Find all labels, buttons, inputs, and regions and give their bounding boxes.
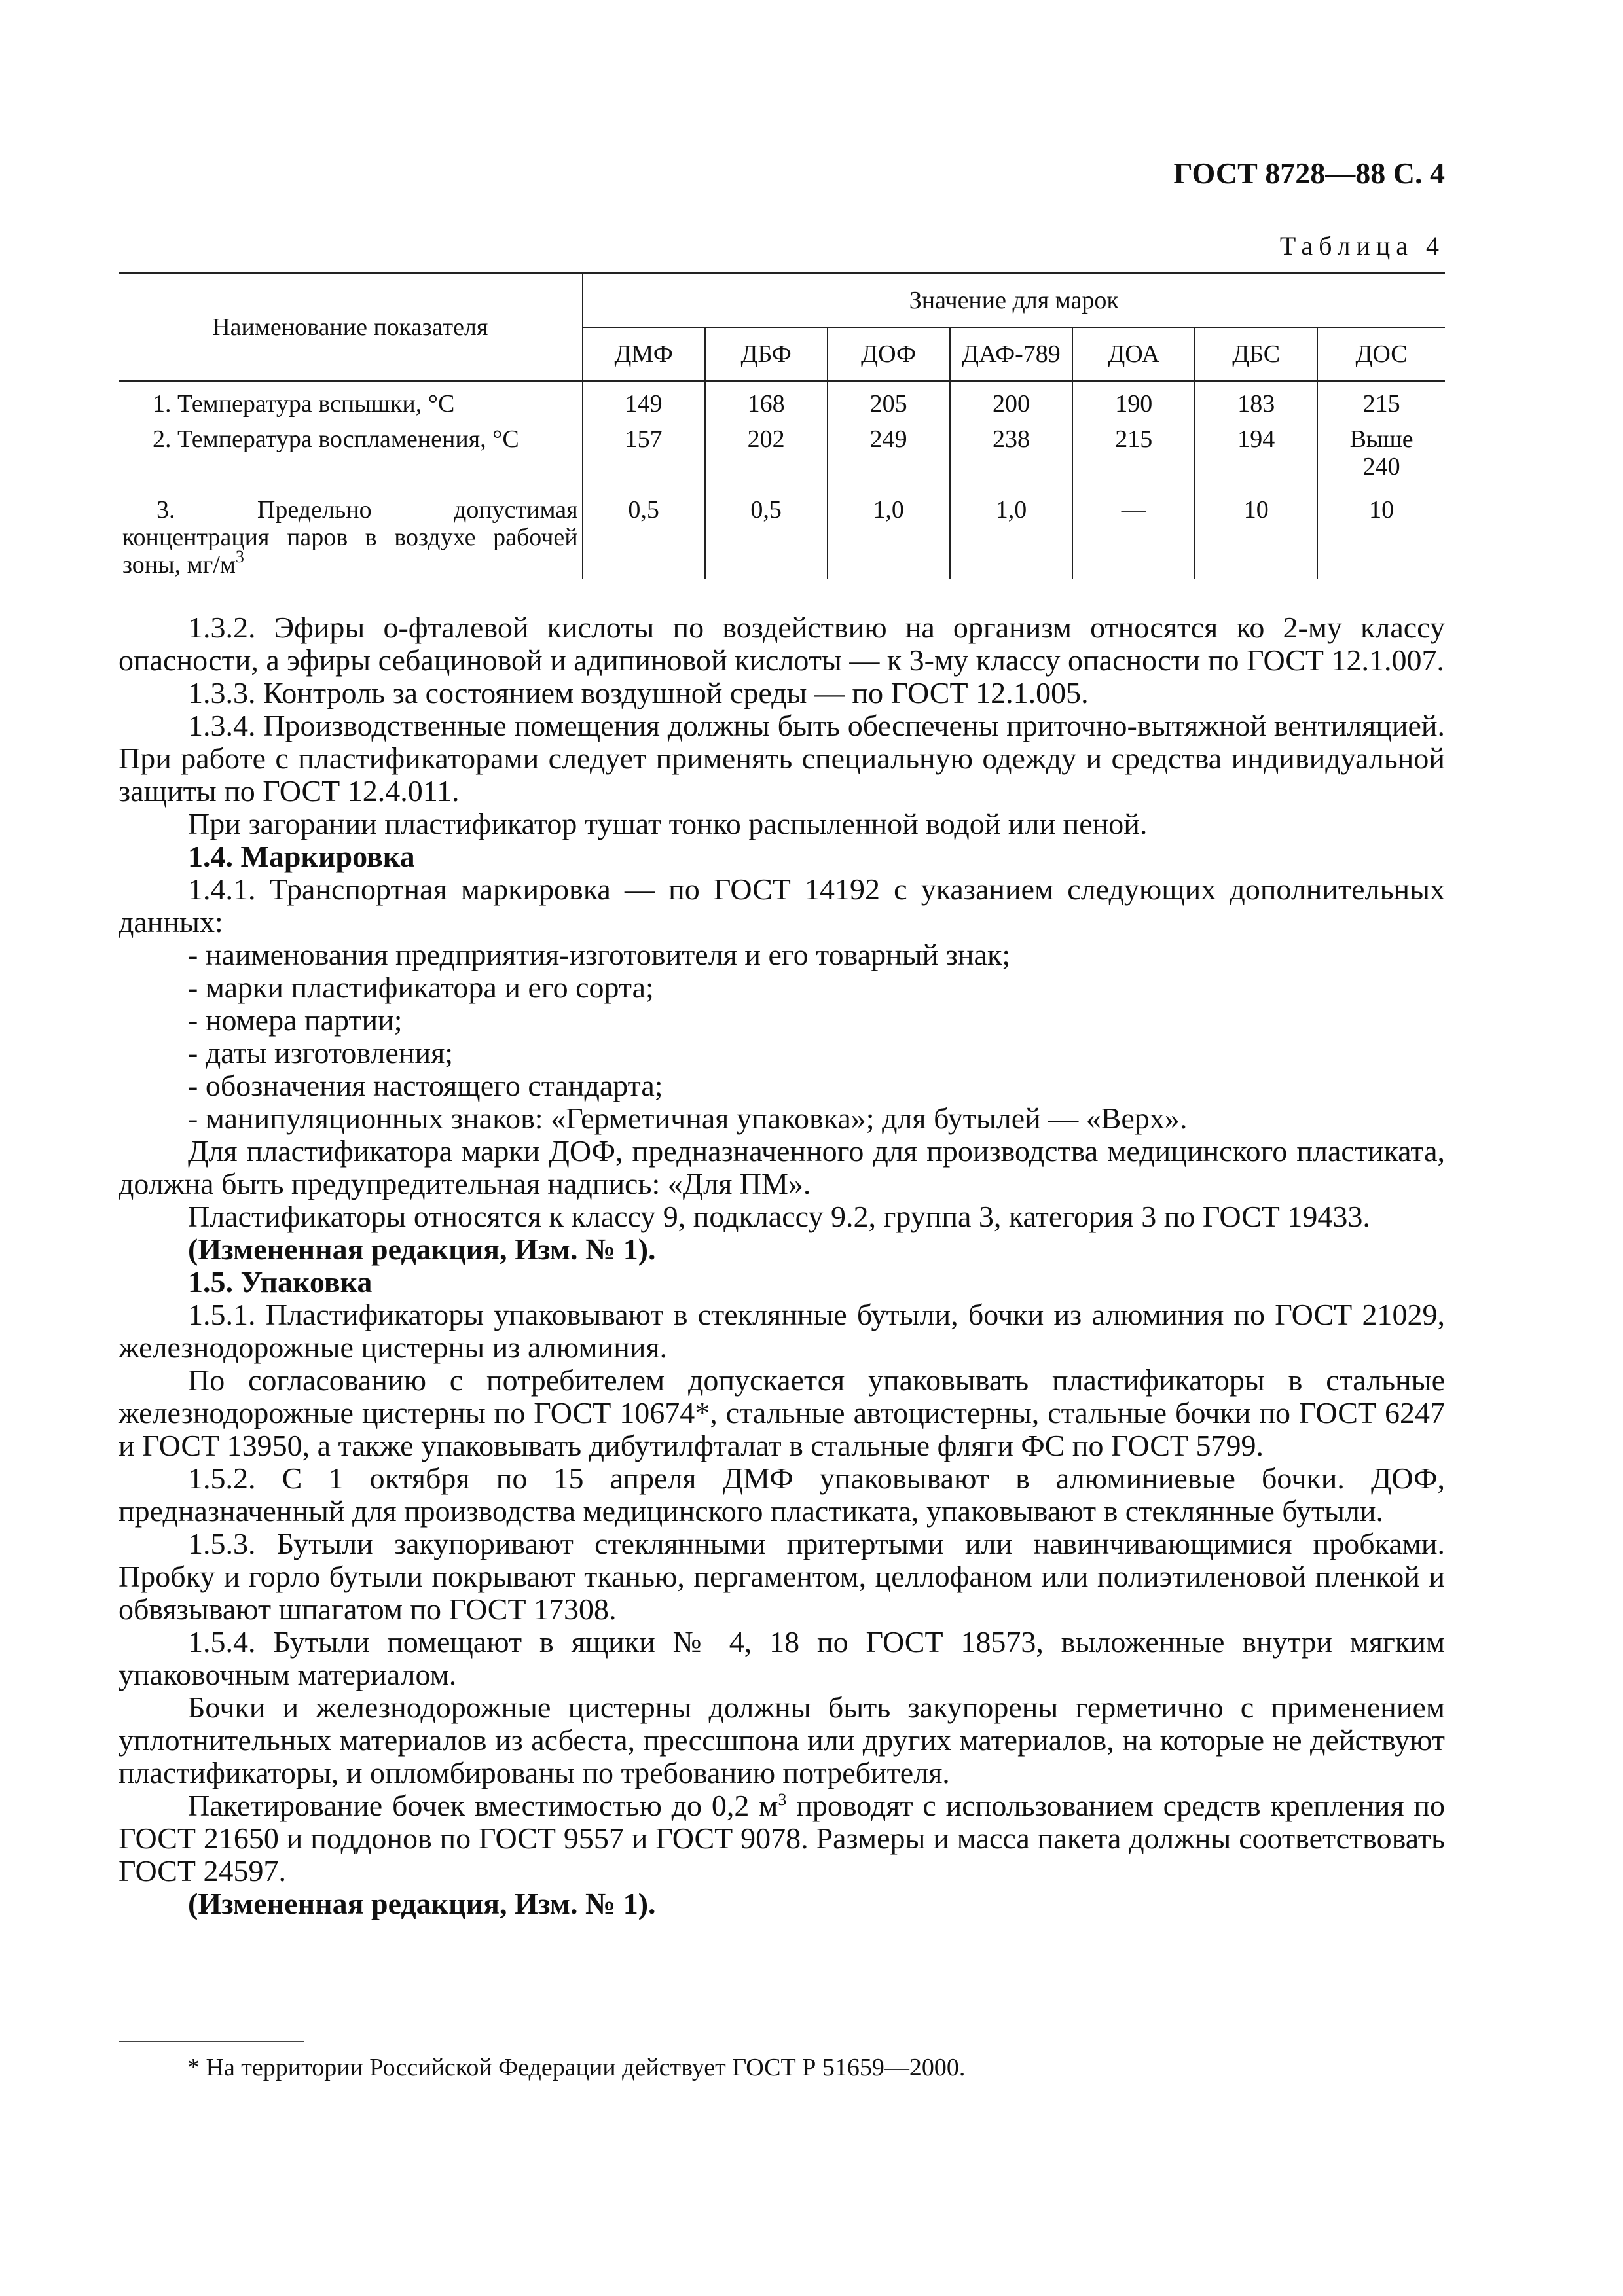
grade-header: ДОС: [1317, 327, 1445, 382]
unit-superscript: 3: [778, 1790, 787, 1809]
page-header: ГОСТ 8728—88 С. 4: [1173, 156, 1445, 190]
row-label: [119, 480, 583, 579]
table-cell: Выше 240: [1317, 418, 1445, 480]
paragraph-dof-warning: Для пластификатора марки ДОФ, предназначенного для производства медицинского пластиката, должна быть предупредительная надпись: «Для ПМ».: [119, 1134, 1445, 1200]
paragraph-1-5-3: 1.5.3. Бутыли закупоривают стеклянными притертыми или навинчивающимися пробками. Пробку и горло бутыли покрывают тканью, пергаментом, целлофаном или полиэтиленовой пленкой и обвязывают шпагатом по ГОСТ 17308.: [119, 1527, 1445, 1626]
table-cell: 149: [583, 382, 705, 418]
table-cell: 157: [583, 418, 705, 480]
palletizing-text-end: проводят с использованием средств крепления по ГОСТ 21650 и поддонов по ГОСТ 9557 и ГОСТ 9078. Размеры и масса пакета должны соответствовать ГОСТ 24597.: [119, 1789, 1445, 1888]
paragraph-1-5-2: 1.5.2. С 1 октября по 15 апреля ДМФ упаковывают в алюминиевые бочки. ДОФ, предназначенный для производства медицинского пластиката, упаковывают в стеклянные бутыли.: [119, 1462, 1445, 1528]
edit-note: (Измененная редакция, Изм. № 1).: [188, 1232, 656, 1266]
table-cell: —: [1072, 480, 1195, 579]
row-label: 1. Температура вспышки, °С: [153, 390, 455, 418]
table-row: [119, 480, 1445, 579]
properties-table: [119, 272, 1445, 579]
table-row: [119, 382, 1445, 418]
table-cell: 215: [1317, 382, 1445, 418]
paragraph-1-5-1-agreement: По согласованию с потребителем допускается упаковывать пластификаторы в стальные железнодорожные цистерны по ГОСТ 10674*, стальные автоцистерны, стальные бочки по ГОСТ 6247 и ГОСТ 13950, а также упаковывать дибутилфталат в стальные фляги ФС по ГОСТ 5799.: [119, 1363, 1445, 1462]
table-cell: 190: [1072, 382, 1195, 418]
table-cell: 0,5: [583, 480, 705, 579]
table-cell: 1,0: [828, 480, 950, 579]
grade-header: ДМФ: [583, 327, 705, 382]
column-group-header: Значение для марок: [583, 274, 1445, 328]
table-cell: 202: [705, 418, 828, 480]
grade-header: ДБС: [1195, 327, 1317, 382]
table-cell: 168: [705, 382, 828, 418]
paragraph-hazard-class: Пластификаторы относятся к классу 9, подклассу 9.2, группа 3, категория 3 по ГОСТ 19433.: [188, 1200, 1370, 1233]
palletizing-text-start: Пакетирование бочек вместимостью до 0,2 м: [188, 1789, 778, 1822]
table-caption: Таблица 4: [1279, 231, 1445, 260]
unit-superscript: 3: [235, 547, 244, 566]
row-label: 2. Температура воспламенения, °С: [153, 425, 519, 453]
document-body: [119, 611, 1445, 1920]
column-header-name: Наименование показателя: [119, 274, 583, 382]
edit-note: (Измененная редакция, Изм. № 1).: [188, 1887, 656, 1920]
table-cell: 249: [828, 418, 950, 480]
section-heading-marking: 1.4. Маркировка: [188, 840, 415, 873]
section-heading-packaging: 1.5. Упаковка: [188, 1265, 373, 1299]
table-cell: 205: [828, 382, 950, 418]
paragraph-1-5-1: 1.5.1. Пластификаторы упаковывают в стеклянные бутыли, бочки из алюминия по ГОСТ 21029, железнодорожные цистерны из алюминия.: [119, 1298, 1445, 1364]
table-cell: 238: [950, 418, 1073, 480]
list-item: - наименования предприятия-изготовителя и его товарный знак;: [188, 939, 1445, 971]
paragraph-1-3-3: 1.3.3. Контроль за состоянием воздушной среды — по ГОСТ 12.1.005.: [188, 676, 1089, 709]
paragraph-fire: При загорании пластификатор тушат тонко распыленной водой или пеной.: [188, 807, 1148, 840]
paragraph-1-4-1: 1.4.1. Транспортная маркировка — по ГОСТ 14192 с указанием следующих дополнительных данных:: [119, 872, 1445, 939]
list-item: - номера партии;: [188, 1004, 1445, 1037]
table-cell: 215: [1072, 418, 1195, 480]
table-cell: 1,0: [950, 480, 1073, 579]
grade-header: ДОФ: [828, 327, 950, 382]
list-item: - манипуляционных знаков: «Герметичная упаковка»; для бутылей — «Верх».: [188, 1102, 1445, 1135]
table-cell: 0,5: [705, 480, 828, 579]
table-row: [119, 418, 1445, 480]
paragraph-barrels-sealing: Бочки и железнодорожные цистерны должны быть закупорены герметично с применением уплотнительных материалов из асбеста, прессшпона или других материалов, на которые не действуют пластификаторы, и опломбированы по требованию потребителя.: [119, 1691, 1445, 1789]
row-label-text: 3. Предельно допустимая концентрация паров в воздухе рабочей зоны, мг/м: [122, 496, 578, 579]
table-cell: 10: [1317, 480, 1445, 579]
table-cell: 194: [1195, 418, 1317, 480]
grade-header: ДОА: [1072, 327, 1195, 382]
marking-list: [188, 939, 1445, 1135]
paragraph-1-3-4: 1.3.4. Производственные помещения должны быть обеспечены приточно-вытяжной вентиляцией. При работе с пластификаторами следует применять специальную одежду и средства индивидуальной защиты по ГОСТ 12.4.011.: [119, 709, 1445, 808]
table-cell: 183: [1195, 382, 1317, 418]
paragraph-1-5-4: 1.5.4. Бутыли помещают в ящики № 4, 18 по ГОСТ 18573, выложенные внутри мягким упаковочным материалом.: [119, 1625, 1445, 1691]
list-item: - марки пластификатора и его сорта;: [188, 971, 1445, 1004]
list-item: - обозначения настоящего стандарта;: [188, 1069, 1445, 1102]
footnote: * На территории Российской Федерации действует ГОСТ Р 51659—2000.: [187, 2054, 966, 2081]
paragraph-1-3-2: 1.3.2. Эфиры о-фталевой кислоты по воздействию на организм относятся ко 2-му классу опасности, а эфиры себациновой и адипиновой кислоты — к 3-му классу опасности по ГОСТ 12.1.007.: [119, 611, 1445, 677]
footnote-rule: [119, 2041, 304, 2042]
grade-header: ДАФ-789: [950, 327, 1073, 382]
table-cell: 10: [1195, 480, 1317, 579]
table-cell: 200: [950, 382, 1073, 418]
grade-header: ДБФ: [705, 327, 828, 382]
paragraph-palletizing: [119, 1789, 1445, 1888]
list-item: - даты изготовления;: [188, 1037, 1445, 1069]
